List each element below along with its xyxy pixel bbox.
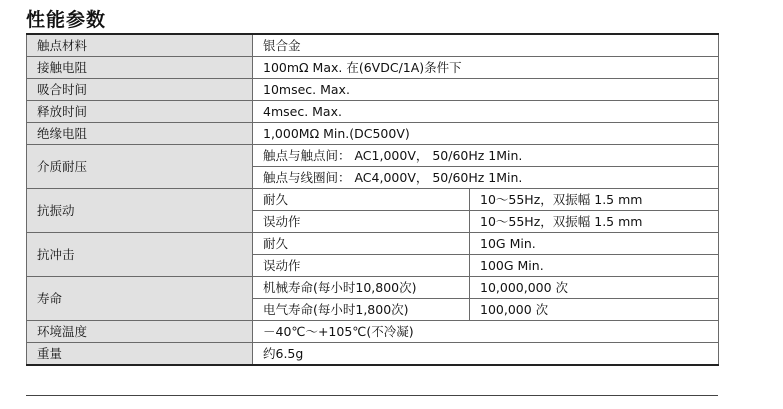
weight-label: 重量 xyxy=(27,343,253,366)
table-row xyxy=(27,57,719,79)
mechanical-life-value: 10,000,000 次 xyxy=(470,277,719,299)
ambient-temperature-value: －40℃～+105℃(不冷凝) xyxy=(253,321,719,343)
vibration-label: 抗振动 xyxy=(27,189,253,233)
release-time-value: 4msec. Max. xyxy=(253,101,719,123)
electrical-life-value: 100,000 次 xyxy=(470,299,719,321)
vibration-durability-label: 耐久 xyxy=(253,189,470,211)
shock-malfunction-label: 误动作 xyxy=(253,255,470,277)
table-row xyxy=(27,343,719,366)
vibration-durability-value: 10～55Hz，双振幅 1.5 mm xyxy=(470,189,719,211)
table-row xyxy=(27,321,719,343)
vibration-malfunction-value: 10～55Hz，双振幅 1.5 mm xyxy=(470,211,719,233)
insulation-resistance-label: 绝缘电阻 xyxy=(27,123,253,145)
shock-label: 抗冲击 xyxy=(27,233,253,277)
shock-durability-label: 耐久 xyxy=(253,233,470,255)
table-row xyxy=(27,233,719,255)
insulation-resistance-value: 1,000MΩ Min.(DC500V) xyxy=(253,123,719,145)
table-row xyxy=(27,145,719,167)
shock-durability-value: 10G Min. xyxy=(470,233,719,255)
table-row xyxy=(27,189,719,211)
release-time-label: 释放时间 xyxy=(27,101,253,123)
table-row xyxy=(27,79,719,101)
table-row xyxy=(27,34,719,57)
dielectric-contact-contact-value: 触点与触点间： AC1,000V， 50/60Hz 1Min. xyxy=(253,145,719,167)
operate-time-label: 吸合时间 xyxy=(27,79,253,101)
operate-time-value: 10msec. Max. xyxy=(253,79,719,101)
dielectric-contact-coil-value: 触点与线圈间： AC4,000V， 50/60Hz 1Min. xyxy=(253,167,719,189)
spec-table xyxy=(26,33,719,366)
vibration-malfunction-label: 误动作 xyxy=(253,211,470,233)
contact-material-value: 银合金 xyxy=(253,34,719,57)
electrical-life-label: 电气寿命(每小时1,800次) xyxy=(253,299,470,321)
ambient-temperature-label: 环境温度 xyxy=(27,321,253,343)
contact-resistance-value: 100mΩ Max. 在(6VDC/1A)条件下 xyxy=(253,57,719,79)
footer-divider xyxy=(26,395,718,396)
contact-resistance-label: 接触电阻 xyxy=(27,57,253,79)
life-label: 寿命 xyxy=(27,277,253,321)
mechanical-life-label: 机械寿命(每小时10,800次) xyxy=(253,277,470,299)
table-row xyxy=(27,277,719,299)
table-row xyxy=(27,101,719,123)
weight-value: 约6.5g xyxy=(253,343,719,366)
contact-material-label: 触点材料 xyxy=(27,34,253,57)
table-row xyxy=(27,123,719,145)
shock-malfunction-value: 100G Min. xyxy=(470,255,719,277)
page-title: 性能参数 xyxy=(26,9,107,31)
dielectric-strength-label: 介质耐压 xyxy=(27,145,253,189)
